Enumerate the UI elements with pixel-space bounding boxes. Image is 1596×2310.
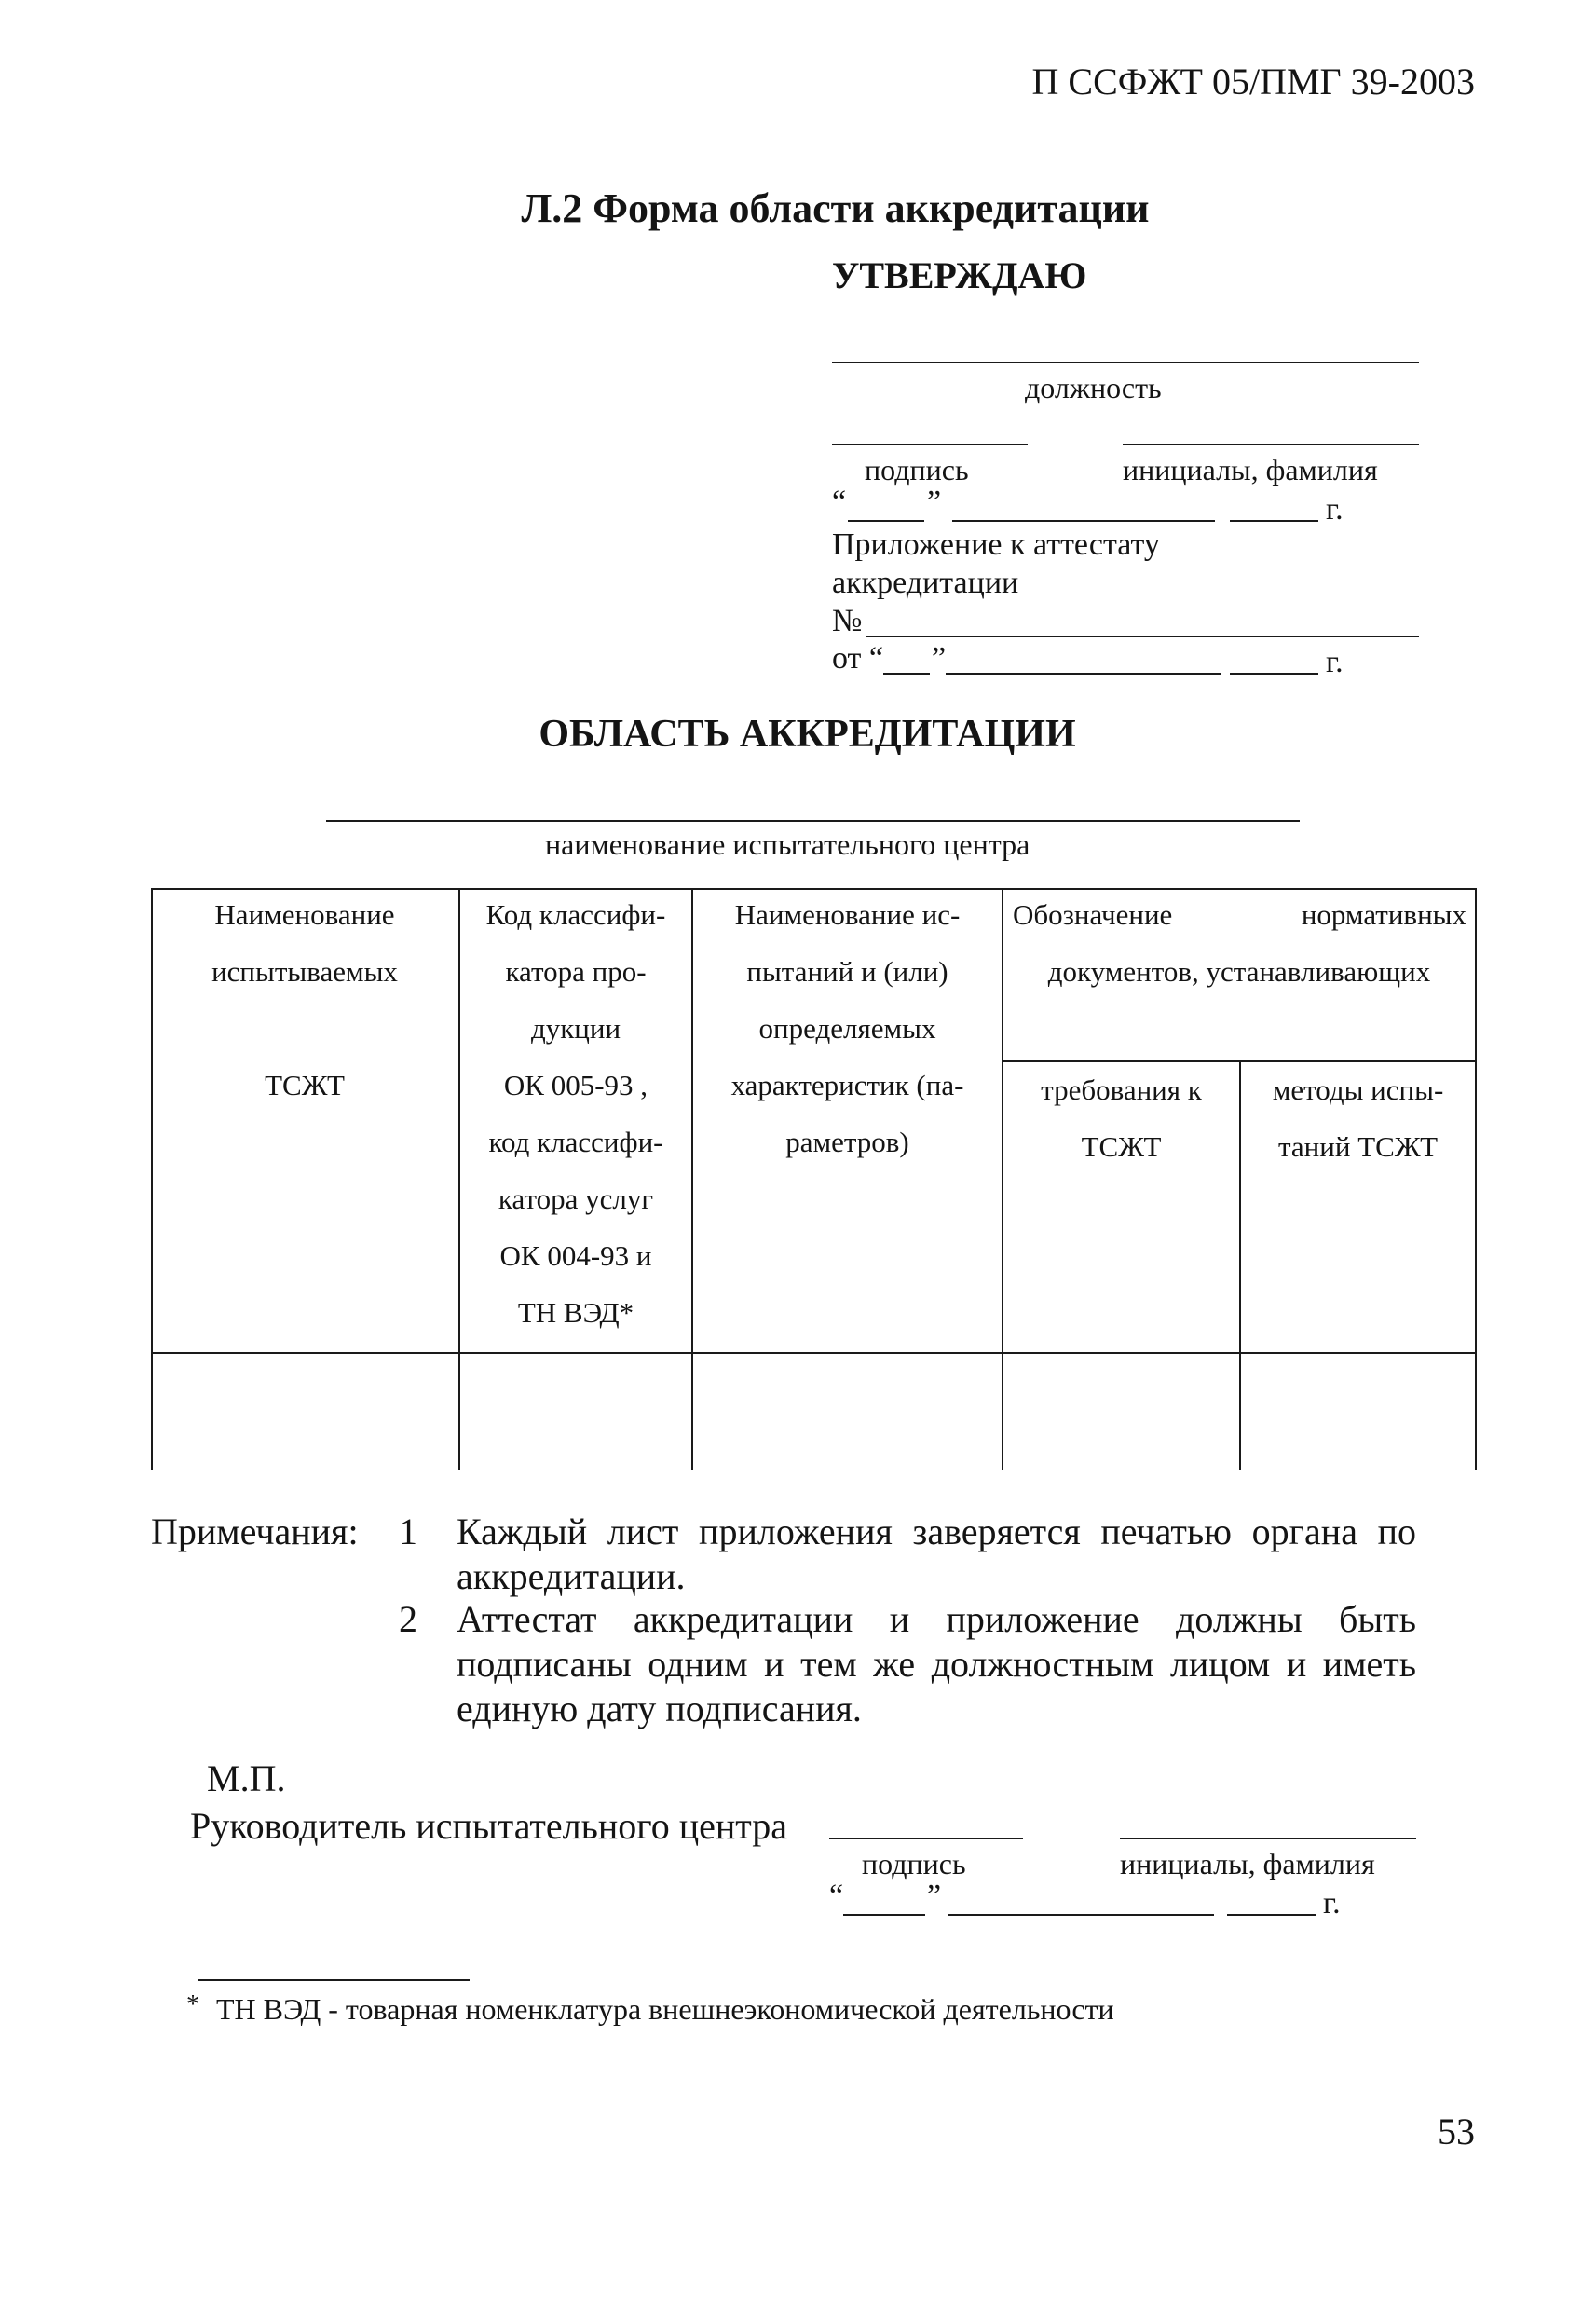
accreditation-table — [151, 888, 1477, 1470]
footnote-text: ТН ВЭД - товарная номенклатура внешнеэкономической деятельности — [216, 1992, 1114, 2026]
col5-header — [1241, 1061, 1475, 1175]
col2-line-7: ОК 004-93 и — [499, 1239, 652, 1272]
note-2-number: 2 — [399, 1598, 417, 1640]
from-close-quote: ” — [932, 641, 947, 676]
head-year-suffix: г. — [1323, 1886, 1341, 1920]
note-2-text: Аттестат аккредитации и приложение должны быть подписаны одним и тем же должностным лицом и иметь единую дату подписания. — [457, 1598, 1416, 1729]
head-date-year-line — [1227, 1914, 1316, 1916]
head-date-close-quote: ” — [927, 1879, 942, 1913]
head-name-line — [1120, 1838, 1416, 1839]
from-year-line — [1230, 673, 1318, 675]
page-number: 53 — [1438, 2111, 1475, 2153]
col4-line-1: требования к — [1041, 1073, 1202, 1106]
head-label: Руководитель испытательного центра — [190, 1805, 787, 1847]
col3-line-4: характеристик (па- — [730, 1069, 964, 1101]
head-name-caption: инициалы, фамилия — [1120, 1847, 1375, 1880]
col2-line-6: катора услуг — [498, 1182, 654, 1215]
col2-line-1: Код классифи- — [485, 898, 666, 931]
name-line — [1123, 444, 1419, 445]
head-signature-line — [829, 1838, 1023, 1839]
col3-line-1: Наименование ис- — [734, 898, 961, 931]
position-line — [832, 362, 1419, 363]
col2-line-2: катора про- — [505, 955, 647, 988]
col4-line-2: ТСЖТ — [1081, 1130, 1162, 1163]
col3-header — [693, 886, 1002, 1170]
col3-line-2: пытаний и (или) — [746, 955, 948, 988]
approval-title: УТВЕРЖДАЮ — [832, 254, 1087, 296]
date-month-line — [952, 520, 1215, 522]
col2-line-3: дукции — [530, 1012, 621, 1045]
center-caption: наименование испытательного центра — [545, 827, 1030, 861]
year-suffix: г. — [1326, 492, 1344, 526]
col45-header-right: нормативных — [1301, 898, 1466, 931]
date-close-quote: ” — [927, 485, 942, 519]
col3-line-5: раметров) — [785, 1126, 909, 1158]
note-1-number: 1 — [399, 1510, 417, 1552]
col45-header-left: Обозначение — [1013, 898, 1173, 931]
date-day-line — [848, 520, 924, 522]
signature-caption: подпись — [865, 453, 969, 486]
stamp-label: М.П. — [207, 1757, 286, 1799]
head-date-open-quote: “ — [829, 1879, 844, 1913]
footnote-mark: * — [186, 1990, 199, 2019]
col1-line-2: испытываемых — [211, 955, 398, 988]
from-label: от “ — [832, 641, 884, 676]
col1-line-3 — [151, 1000, 458, 1057]
date-year-line — [1230, 520, 1318, 522]
from-month-line — [946, 673, 1221, 675]
table-header-bottom — [151, 1352, 1477, 1354]
head-signature-caption: подпись — [862, 1847, 966, 1880]
from-year-suffix: г. — [1326, 645, 1344, 679]
col45-header-line2: документов, устанавливающих — [1047, 955, 1431, 988]
col2-line-5: код классифи- — [488, 1126, 663, 1158]
col2-line-8: ТН ВЭД* — [517, 1296, 634, 1329]
footnote-separator — [198, 1979, 470, 1981]
col2-header — [460, 886, 691, 1341]
col5-line-1: методы испы- — [1272, 1073, 1444, 1106]
position-caption: должность — [1025, 371, 1162, 404]
center-name-line — [326, 820, 1300, 822]
number-label: № — [832, 604, 863, 638]
name-caption: инициалы, фамилия — [1123, 453, 1378, 486]
col5-line-2: таний ТСЖТ — [1278, 1130, 1438, 1163]
col1-line-1: Наименование — [214, 898, 395, 931]
appendix-line-2: аккредитации — [832, 566, 1019, 600]
date-open-quote: “ — [832, 485, 847, 519]
appendix-line-1: Приложение к аттестату — [832, 527, 1160, 562]
col1-header — [151, 886, 458, 1114]
notes-label: Примечания: — [151, 1510, 359, 1552]
number-line — [866, 636, 1419, 637]
signature-line — [832, 444, 1028, 445]
note-1-text: Каждый лист приложения заверяется печатью органа по аккредитации. — [457, 1510, 1416, 1597]
main-title: ОБЛАСТЬ АККРЕДИТАЦИИ — [539, 713, 1076, 756]
from-day-line — [883, 673, 930, 675]
col4-header — [1003, 1061, 1239, 1175]
col1-line-4: ТСЖТ — [265, 1069, 345, 1101]
section-title: Л.2 Форма области аккредитации — [521, 185, 1150, 231]
head-date-day-line — [843, 1914, 925, 1916]
col3-line-3: определяемых — [758, 1012, 936, 1045]
head-date-month-line — [948, 1914, 1214, 1916]
document-code: П ССФЖТ 05/ПМГ 39-2003 — [1031, 61, 1475, 103]
col2-line-4: ОК 005-93 , — [503, 1069, 648, 1101]
table-border-right — [1475, 888, 1477, 1470]
